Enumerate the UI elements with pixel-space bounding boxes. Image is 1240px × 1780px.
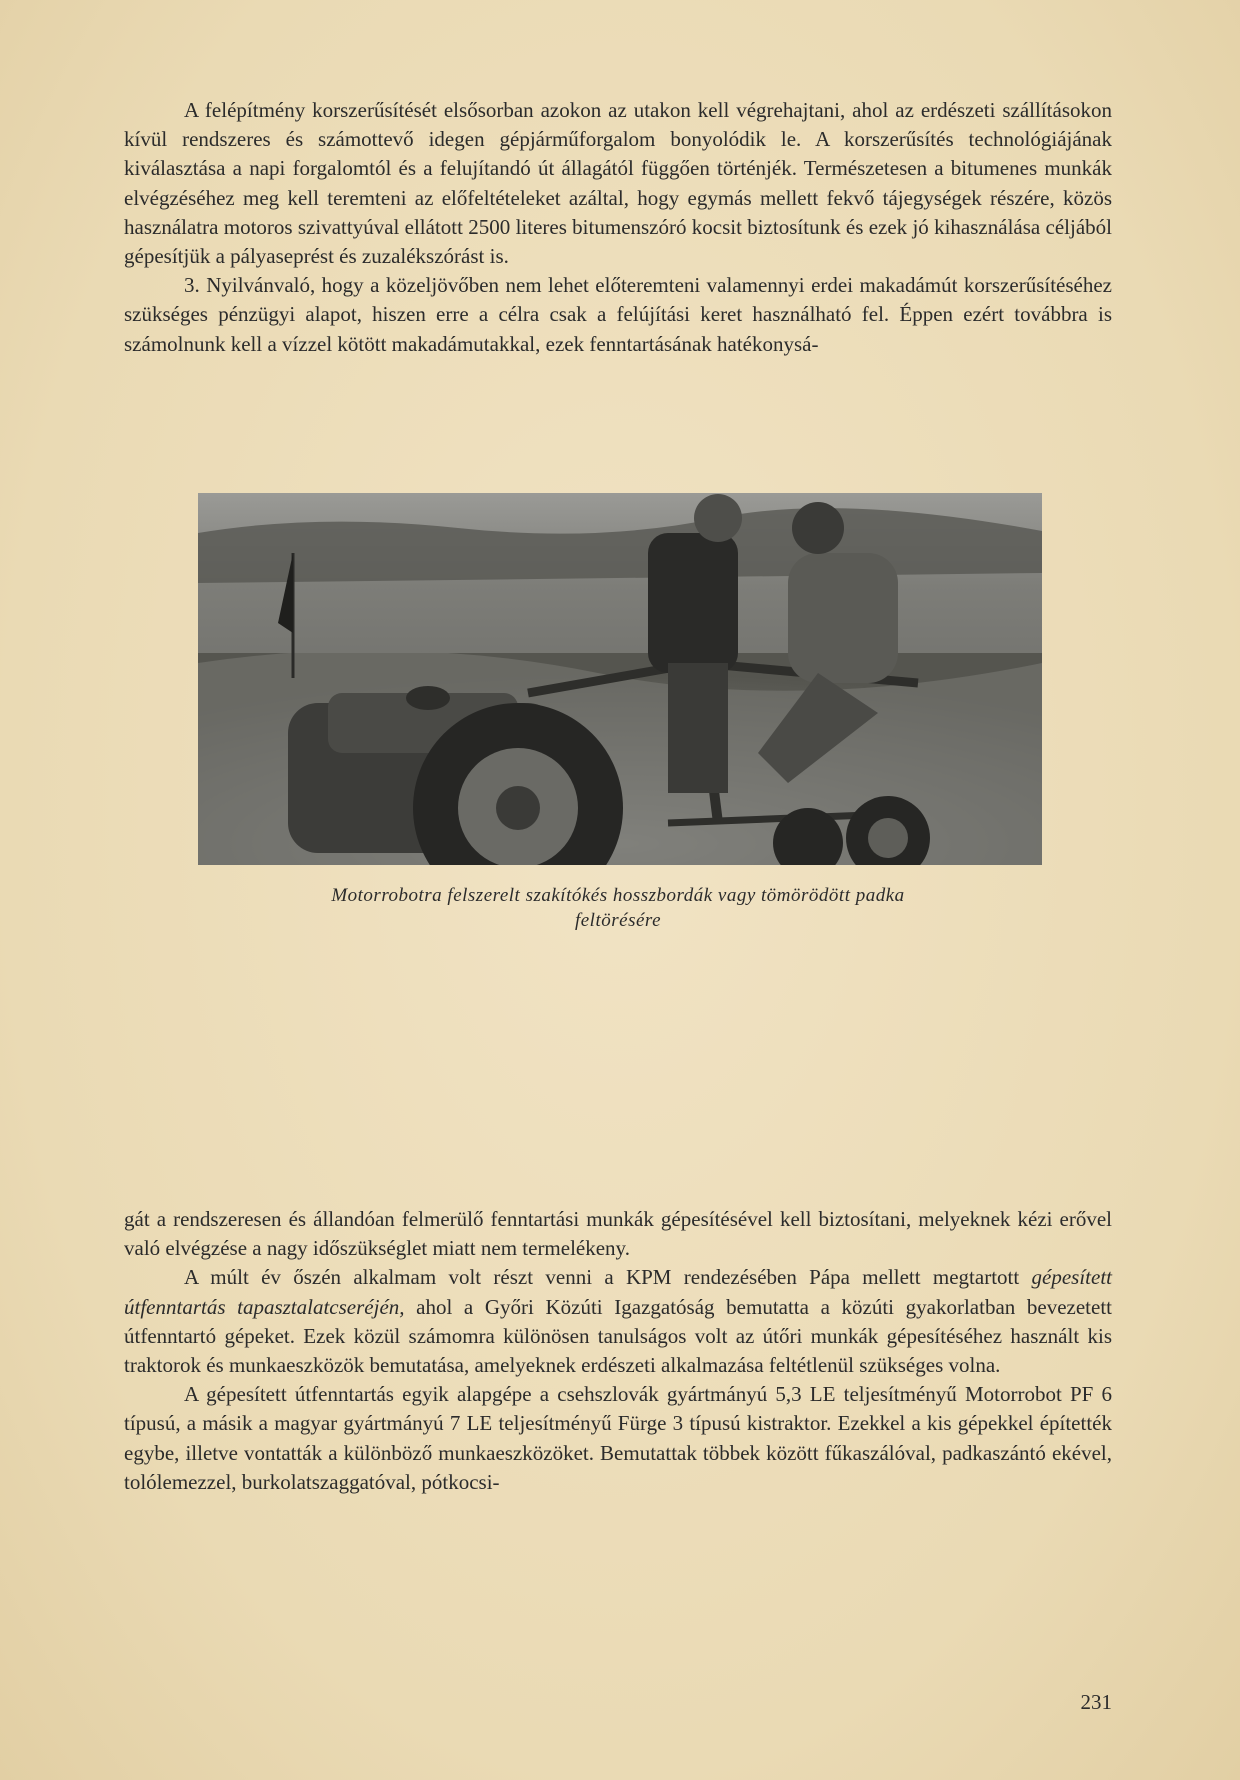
bottom-text-block: [124, 1205, 1112, 1497]
top-text-block: [124, 96, 1112, 359]
text-run: A múlt év őszén alkalmam volt részt venni a KPM rendezésében Pápa mellett megtartott: [184, 1265, 1032, 1290]
paragraph: [124, 1263, 1112, 1380]
figure-caption: [124, 883, 1112, 933]
caption-line: Motorrobotra felszerelt szakítókés hosszbordák vagy tömörödött padka: [331, 885, 905, 906]
paragraph: 3. Nyilvánvaló, hogy a közeljövőben nem lehet előteremteni valamennyi erdei makadámút korszerűsítéséhez szükséges pénzügyi alapot, hiszen erre a célra csak a felújítási keret használható fel. Éppen ezért továbbra is számolnunk kell a vízzel kötött makadámutakkal, ezek fenntartásának hatékonysá-: [124, 273, 1112, 356]
paragraph: A gépesített útfenntartás egyik alapgépe a csehszlovák gyártmányú 5,3 LE teljesítményű Motorrobot PF 6 típusú, a másik a magyar gyártmányú 7 LE teljesítményű Fürge 3 típusú kistraktor. Ezekkel a kis gépekkel építették egybe, illetve vontatták a különböző munkaeszközöket. Bemutattak többek között fűkaszálóval, padkaszántó ekével, tolólemezzel, burkolatszaggatóval, pótkocsi-: [124, 1382, 1112, 1494]
emphasized-text: gépesített útfenntartás tapasztalatcseréjén,: [124, 1265, 1112, 1319]
paragraph: gát a rendszeresen és állandóan felmerülő fenntartási munkák gépesítésével kell biztosítani, melyeknek kézi erővel való elvégzése a nagy időszükséglet miatt nem termelékeny.: [124, 1207, 1112, 1261]
caption-line: feltörésére: [574, 910, 662, 931]
photo-motorrobot: [198, 493, 1042, 865]
text-run: ahol a Győri Közúti Igazgatóság bemutatta a közúti gyakorlatban bevezetett útfenntartó gépeket. Ezek közül számomra különösen tanulságos volt az útőri munkák gépesítéséhez használt kis traktorok és munkaeszközök bemutatása, amelyeknek erdészeti alkalmazása feltétlenül szükséges volna.: [124, 1294, 1112, 1378]
photo-illustration: [198, 493, 1042, 865]
paragraph: A felépítmény korszerűsítését elsősorban azokon az utakon kell végrehajtani, ahol az erdészeti szállításokon kívül rendszeres és számottevő idegen gépjárműforgalom bonyolódik le. A korszerűsítés technológiájának kiválasztása a napi forgalomtól és a felujítandó út állagától függően történjék. Természetesen a bitumenes munkák elvégzéséhez meg kell teremteni az előfeltételeket azáltal, hogy egymás mellett fekvő tájegységek részére, közös használatra motoros szivattyúval ellátott 2500 literes bitumenszóró kocsit biztosítunk és ezek jó kihasználása céljából gépesítjük a pályaseprést és zuzalékszórást is.: [124, 98, 1112, 269]
page-number: 231: [1080, 1690, 1112, 1714]
